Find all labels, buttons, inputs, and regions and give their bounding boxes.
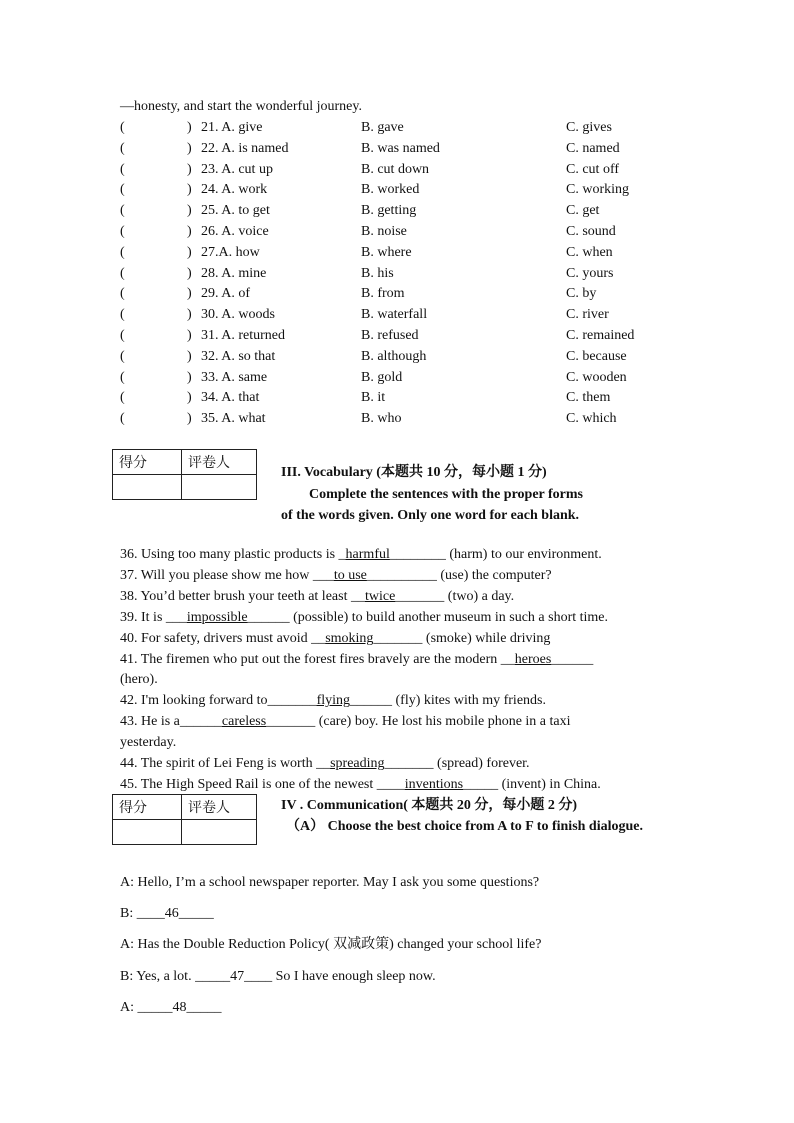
vocab-line — [120, 712, 571, 732]
vocab-line — [120, 775, 601, 795]
score-table-section3 — [112, 449, 257, 500]
vocab-text-after: _______ (spread) forever. — [384, 756, 530, 771]
score-table-section4 — [112, 794, 257, 845]
vocab-line — [120, 670, 158, 690]
answer-paren-open[interactable]: ( — [120, 244, 125, 260]
vocab-text: 42. I'm looking forward to_______ — [120, 693, 317, 709]
answer-paren-open[interactable]: ( — [120, 328, 125, 343]
vocab-line — [120, 587, 514, 607]
vocab-text-after: ______ (possible) to build another museum in such a short time. — [247, 609, 609, 625]
option-b: B. who — [361, 411, 402, 427]
vocab-text: 38. You’d better brush your teeth at least __ — [120, 588, 365, 604]
option-b: B. refused — [361, 328, 419, 343]
option-c: C. get — [566, 203, 600, 219]
dialogue-line — [120, 935, 541, 955]
vocab-line — [120, 566, 552, 586]
option-a: 31. A. returned — [201, 328, 285, 343]
option-c: C. because — [566, 348, 627, 364]
section4-title: IV . Communication( 本题共 20 分，每小题 2 分) — [281, 798, 578, 813]
dialogue-text: B: Yes, a lot. — [120, 969, 196, 984]
vocab-answer[interactable]: flying — [316, 693, 351, 709]
answer-paren-close: ) — [187, 348, 192, 364]
vocab-text-after: __________ (use) the computer? — [366, 567, 552, 583]
option-a: 33. A. same — [201, 369, 268, 385]
option-a: 21. A. give — [201, 120, 263, 135]
answer-paren-close: ) — [187, 120, 192, 135]
vocab-text: 37. Will you please show me how ___ — [120, 567, 334, 583]
vocab-text: 39. It is ___ — [120, 609, 187, 625]
option-a: 25. A. to get — [201, 203, 270, 219]
option-c: C. named — [566, 140, 620, 156]
option-c: C. cut off — [566, 161, 620, 177]
grader-label: 评卷人 — [182, 450, 257, 475]
vocab-text: (hero). — [120, 672, 158, 688]
answer-paren-close: ) — [187, 390, 192, 406]
answer-paren-open[interactable]: ( — [120, 307, 125, 323]
vocab-answer[interactable]: spreading — [330, 756, 385, 771]
option-b: B. his — [361, 265, 394, 281]
answer-paren-open[interactable]: ( — [120, 348, 125, 364]
option-b: B. was named — [361, 140, 440, 156]
dialogue-line — [120, 904, 214, 924]
vocab-text: 44. The spirit of Lei Feng is worth __ — [120, 756, 331, 771]
option-c: C. river — [566, 307, 609, 323]
vocab-line — [120, 629, 550, 649]
vocab-answer[interactable]: smoking — [325, 630, 374, 646]
option-b: B. waterfall — [361, 307, 428, 323]
dialogue-text: A: Hello, I’m a school newspaper reporter. May I ask you some questions? — [120, 875, 540, 890]
answer-paren-close: ) — [187, 140, 192, 156]
answer-paren-close: ) — [187, 203, 192, 219]
answer-paren-close: ) — [187, 265, 192, 281]
answer-paren-open[interactable]: ( — [120, 182, 125, 198]
vocab-text: 45. The High Speed Rail is one of the newest ____ — [120, 776, 405, 792]
answer-paren-close: ) — [187, 161, 192, 177]
answer-paren-open[interactable]: ( — [120, 224, 125, 239]
option-c: C. sound — [566, 224, 616, 239]
vocab-line — [120, 650, 593, 670]
vocab-answer[interactable]: careless — [221, 714, 267, 730]
vocab-answer[interactable]: twice — [364, 588, 396, 604]
answer-paren-close: ) — [187, 244, 192, 260]
score-label: 得分 — [113, 795, 182, 820]
option-b: B. from — [361, 286, 405, 302]
vocab-text: yesterday. — [120, 735, 177, 751]
answer-paren-open[interactable]: ( — [120, 369, 125, 385]
section3-instruction-1: Complete the sentences with the proper forms — [309, 487, 583, 502]
option-c: C. by — [566, 286, 597, 302]
score-cell[interactable] — [113, 475, 182, 500]
score-label: 得分 — [113, 450, 182, 475]
answer-paren-close: ) — [187, 307, 192, 323]
grader-cell[interactable] — [182, 820, 257, 845]
answer-paren-close: ) — [187, 182, 192, 198]
option-b: B. it — [361, 390, 386, 406]
option-b: B. getting — [361, 203, 417, 219]
dialogue-text: A: — [120, 1000, 138, 1015]
answer-paren-close: ) — [187, 224, 192, 239]
option-a: 34. A. that — [201, 390, 260, 406]
option-a: 29. A. of — [201, 286, 250, 302]
vocab-text: 41. The firemen who put out the forest fires bravely are the modern __ — [120, 651, 515, 667]
vocab-answer[interactable]: harmful — [345, 547, 390, 562]
answer-paren-open[interactable]: ( — [120, 120, 125, 135]
option-a: 28. A. mine — [201, 265, 267, 281]
dialogue-blank[interactable]: _____48_____ — [137, 1000, 222, 1015]
vocab-text-after: ______ (fly) kites with my friends. — [350, 693, 546, 709]
answer-paren-open[interactable]: ( — [120, 140, 125, 156]
answer-paren-open[interactable]: ( — [120, 265, 125, 281]
section3-instruction-2: of the words given. Only one word for each blank. — [281, 508, 580, 523]
option-c: C. working — [566, 182, 629, 198]
score-cell[interactable] — [113, 820, 182, 845]
vocab-text-after: _______ (smoke) while driving — [373, 630, 551, 646]
option-a: 30. A. woods — [201, 307, 275, 323]
vocab-line — [120, 545, 602, 565]
option-b: B. where — [361, 244, 412, 260]
vocab-line — [120, 733, 176, 753]
vocab-answer[interactable]: impossible — [186, 609, 248, 625]
vocab-text: 40. For safety, drivers must avoid __ — [120, 630, 326, 646]
vocab-answer[interactable]: to use — [333, 567, 367, 583]
option-b: B. gave — [361, 120, 404, 135]
vocab-text-after: ______ — [551, 651, 594, 667]
vocab-text-after: _______ (care) boy. He lost his mobile phone in a taxi — [266, 714, 571, 730]
option-a: 35. A. what — [201, 411, 266, 427]
option-c: C. when — [566, 244, 613, 260]
option-b: B. cut down — [361, 161, 430, 177]
option-c: C. gives — [566, 120, 612, 135]
vocab-line — [120, 754, 530, 774]
answer-paren-open[interactable]: ( — [120, 203, 125, 219]
grader-label: 评卷人 — [182, 795, 257, 820]
option-c: C. remained — [566, 328, 635, 343]
dialogue-text: B: — [120, 906, 137, 921]
dialogue-line — [120, 998, 222, 1018]
dialogue-blank[interactable]: ____46_____ — [136, 906, 214, 921]
vocab-text-after: _____ (invent) in China. — [463, 776, 601, 792]
vocab-text-after: _______ (two) a day. — [395, 588, 515, 604]
dialogue-line — [120, 967, 436, 987]
vocab-line — [120, 691, 546, 711]
option-b: B. noise — [361, 224, 407, 239]
option-a: 27.A. how — [201, 244, 260, 260]
answer-paren-close: ) — [187, 328, 192, 343]
option-a: 22. A. is named — [201, 140, 289, 156]
vocab-line — [120, 608, 608, 628]
option-c: C. wooden — [566, 369, 627, 385]
dialogue-text-after: So I have enough sleep now. — [272, 969, 436, 984]
section3-title: III. Vocabulary (本题共 10 分，每小题 1 分) — [281, 465, 547, 480]
vocab-text: 43. He is a______ — [120, 714, 222, 730]
grader-cell[interactable] — [182, 475, 257, 500]
dialogue-text: A: Has the Double Reduction Policy( 双减政策) changed your school life? — [120, 937, 542, 952]
answer-paren-close: ) — [187, 286, 192, 302]
vocab-answer[interactable]: inventions — [404, 776, 464, 792]
vocab-text: 36. Using too many plastic products is _ — [120, 547, 346, 562]
option-b: B. worked — [361, 182, 420, 198]
option-c: C. yours — [566, 265, 614, 281]
answer-paren-open[interactable]: ( — [120, 411, 125, 427]
answer-paren-open[interactable]: ( — [120, 161, 125, 177]
option-a: 32. A. so that — [201, 348, 276, 364]
vocab-text-after: ________ (harm) to our environment. — [389, 547, 602, 562]
option-c: C. which — [566, 411, 617, 427]
option-a: 26. A. voice — [201, 224, 269, 239]
answer-paren-open[interactable]: ( — [120, 390, 125, 406]
option-b: B. although — [361, 348, 427, 364]
dialogue-blank[interactable]: _____47____ — [195, 969, 273, 984]
option-c: C. them — [566, 390, 611, 406]
dialogue-line — [120, 873, 539, 893]
option-a: 23. A. cut up — [201, 161, 273, 177]
intro-line: —honesty, and start the wonderful journey. — [120, 99, 362, 114]
section4-subtitle: （A） Choose the best choice from A to F to finish dialogue. — [286, 819, 643, 834]
answer-paren-close: ) — [187, 411, 192, 427]
option-b: B. gold — [361, 369, 403, 385]
vocab-answer[interactable]: heroes — [514, 651, 552, 667]
answer-paren-open[interactable]: ( — [120, 286, 125, 302]
answer-paren-close: ) — [187, 369, 192, 385]
option-a: 24. A. work — [201, 182, 268, 198]
